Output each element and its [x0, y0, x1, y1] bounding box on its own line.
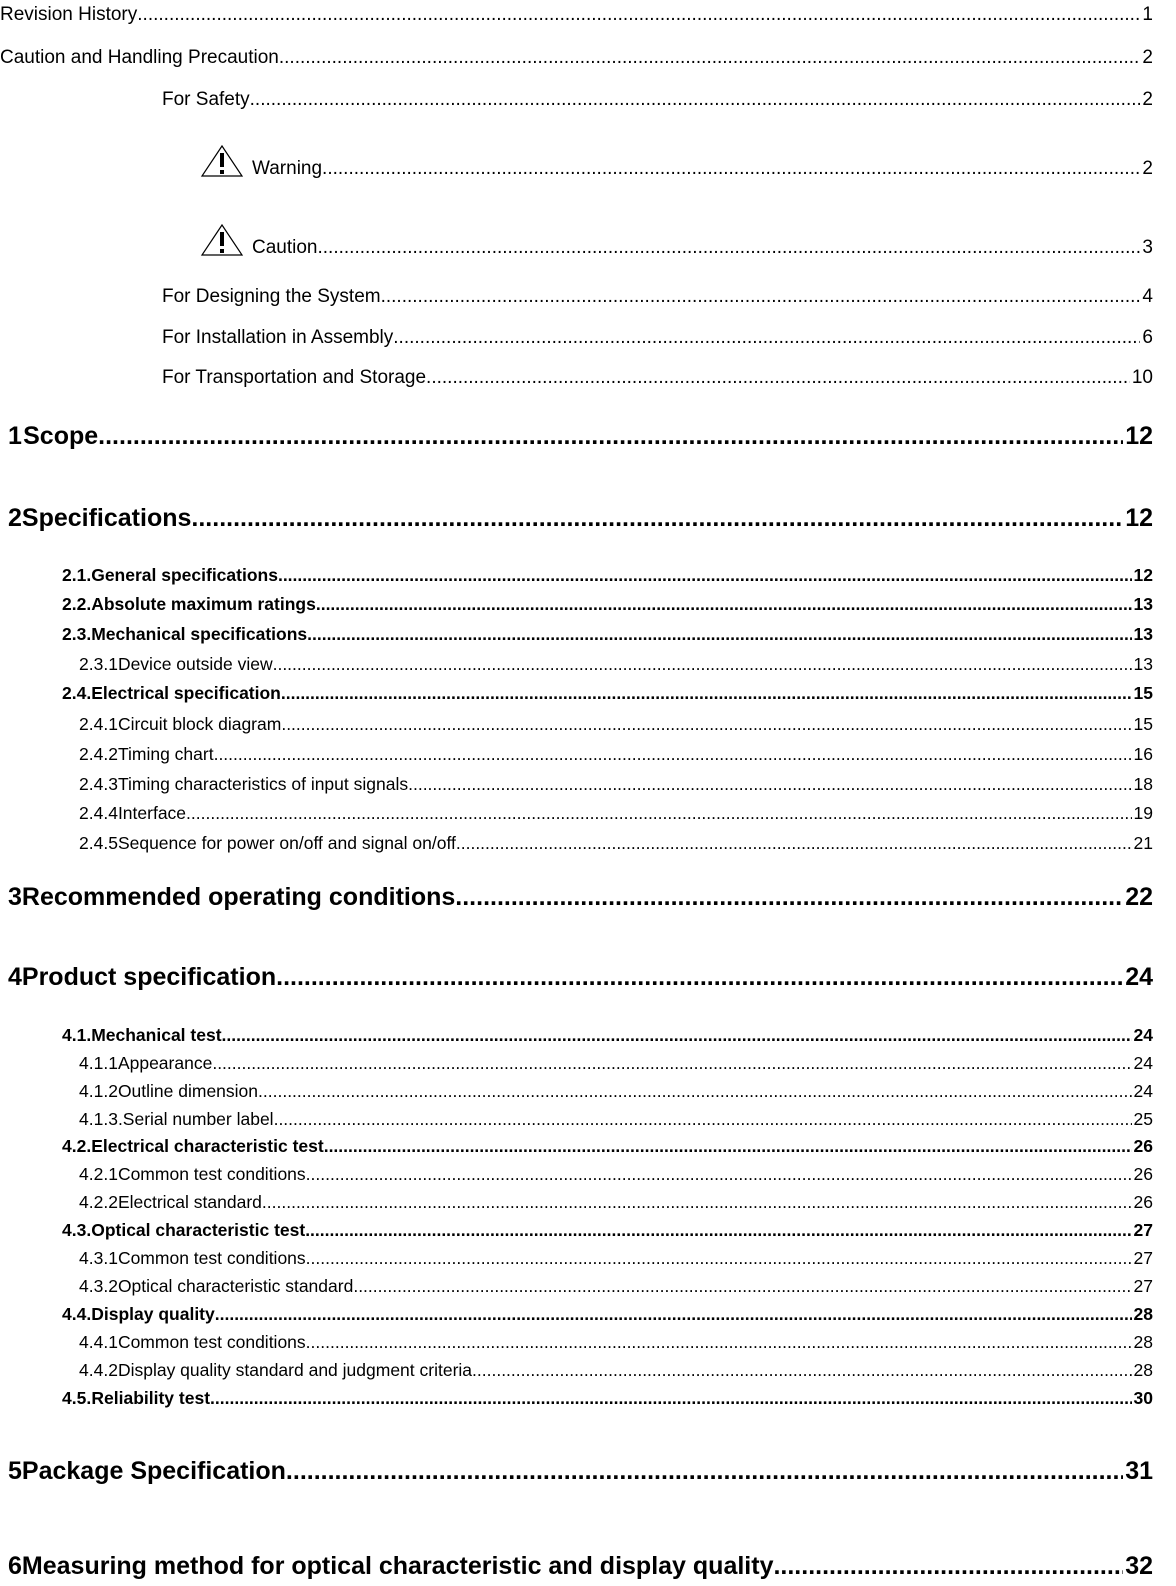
toc-entry-title: Caution and Handling Precaution [0, 47, 279, 68]
toc-entry-page: 12 [1125, 422, 1153, 450]
toc-entry-title: For Safety [162, 89, 250, 110]
toc-section[interactable] [62, 565, 1153, 586]
toc-section[interactable] [62, 683, 1153, 704]
toc-entry-title: Appearance [117, 1053, 213, 1073]
dot-leader [472, 1360, 1132, 1381]
dot-leader [214, 744, 1132, 765]
dot-leader [250, 89, 1141, 111]
toc-entry-title: Optical characteristic standard [117, 1276, 354, 1296]
toc-subsection[interactable] [79, 1248, 1153, 1269]
toc-entry-number: 2.1. [62, 565, 92, 585]
toc-entry-title: Outline dimension [117, 1081, 259, 1101]
dot-leader [286, 1457, 1123, 1486]
toc-section[interactable] [62, 1220, 1153, 1241]
toc-entry-number: 1 [8, 422, 22, 450]
toc-entry-page: 31 [1125, 1457, 1153, 1485]
toc-entry-page: 28 [1133, 1304, 1153, 1324]
dot-leader [273, 654, 1132, 675]
toc-entry-page: 15 [1133, 683, 1153, 703]
toc-entry[interactable] [200, 140, 1153, 180]
toc-entry-title: For Installation in Assembly [162, 327, 394, 348]
dot-leader [353, 1276, 1131, 1297]
dot-leader [773, 1552, 1123, 1581]
toc-entry-number: 4.3.1 [79, 1248, 118, 1268]
toc-entry-number: 2.4.1 [79, 714, 118, 734]
toc-entry-page: 3 [1142, 237, 1153, 258]
dot-leader [316, 594, 1132, 615]
toc-entry-number: 2.4. [62, 683, 92, 703]
toc-entry-page: 6 [1142, 327, 1153, 348]
toc-entry-number: 5 [8, 1457, 22, 1485]
dot-leader [306, 1164, 1132, 1185]
dot-leader [212, 1053, 1131, 1074]
toc-entry-title: Warning [252, 158, 323, 179]
toc-chapter[interactable] [8, 504, 1153, 533]
toc-entry-number: 6 [8, 1552, 22, 1580]
dot-leader [307, 624, 1131, 645]
toc-subsection[interactable] [79, 714, 1153, 735]
toc-entry-page: 25 [1133, 1109, 1153, 1129]
toc-entry-number: 2.4.4 [79, 803, 118, 823]
toc-entry-page: 10 [1131, 367, 1153, 388]
dot-leader [318, 237, 1141, 259]
toc-section[interactable] [62, 1136, 1153, 1157]
toc-entry-page: 16 [1133, 744, 1153, 764]
toc-chapter[interactable] [8, 1552, 1153, 1581]
toc-entry-title: Interface [117, 803, 187, 823]
dot-leader [258, 1081, 1132, 1102]
toc-entry-page: 2 [1142, 47, 1153, 68]
toc-entry-page: 12 [1125, 504, 1153, 532]
toc-entry-number: 4.3.2 [79, 1276, 118, 1296]
toc-entry-number: 4.2.1 [79, 1164, 118, 1184]
toc-subsection[interactable] [79, 1081, 1153, 1102]
toc-entry-title: Mechanical test [91, 1025, 222, 1045]
toc-entry-page: 30 [1133, 1388, 1153, 1408]
toc-entry-title: Device outside view [117, 654, 273, 674]
dot-leader [191, 504, 1123, 533]
toc-entry-title: Display quality standard and judgment criteria [117, 1360, 473, 1380]
toc-entry-title: Sequence for power on/off and signal on/off [117, 833, 456, 853]
dot-leader [262, 1192, 1132, 1213]
toc-entry-number: 2.4.2 [79, 744, 118, 764]
toc-subsection[interactable] [79, 1164, 1153, 1185]
toc-subsection[interactable] [79, 1109, 1153, 1130]
dot-leader [456, 833, 1132, 854]
dot-leader [408, 774, 1131, 795]
dot-leader [455, 883, 1123, 912]
toc-entry-page: 15 [1133, 714, 1153, 734]
toc-entry-title: Recommended operating conditions [21, 883, 456, 911]
toc-entry-title: For Designing the System [162, 286, 381, 307]
dot-leader [322, 158, 1140, 180]
toc-entry-number: 4.4.1 [79, 1332, 118, 1352]
toc-entry-number: 2 [8, 504, 22, 532]
toc-entry-title: Specifications [21, 504, 192, 532]
toc-section[interactable] [62, 594, 1153, 615]
dot-leader [279, 47, 1141, 69]
toc-entry-number: 4.5. [62, 1388, 92, 1408]
toc-entry-number: 2.3. [62, 624, 92, 644]
dot-leader [98, 422, 1123, 451]
toc-subsection[interactable] [79, 1360, 1153, 1381]
toc-entry-title: Display quality [91, 1304, 215, 1324]
toc-entry-title: Electrical characteristic test [91, 1136, 324, 1156]
dot-leader [381, 286, 1141, 308]
toc-entry-page: 2 [1142, 89, 1153, 110]
toc-entry-page: 19 [1133, 803, 1153, 823]
dot-leader [281, 683, 1132, 704]
toc-subsection[interactable] [79, 803, 1153, 824]
toc-entry-page: 26 [1133, 1192, 1153, 1212]
warning-triangle-icon [200, 223, 244, 257]
toc-entry-title: Optical characteristic test [91, 1220, 306, 1240]
toc-entry-title: Electrical standard [117, 1192, 262, 1212]
toc-subsection[interactable] [79, 1276, 1153, 1297]
toc-entry-page: 12 [1133, 565, 1153, 585]
toc-entry-number: 4.1.1 [79, 1053, 118, 1073]
warning-triangle-icon [200, 144, 244, 178]
toc-entry-title: Reliability test [91, 1388, 211, 1408]
toc-entry-number: 3 [8, 883, 22, 911]
toc-entry-page: 1 [1142, 4, 1153, 25]
toc-subsection[interactable] [79, 654, 1153, 675]
toc-entry-title: Timing characteristics of input signals [117, 774, 409, 794]
toc-section[interactable] [62, 1025, 1153, 1046]
dot-leader [281, 714, 1131, 735]
toc-entry-page: 24 [1133, 1081, 1153, 1101]
toc-entry-title: Scope [23, 422, 99, 450]
toc-chapter[interactable] [8, 1457, 1153, 1486]
toc-entry-number: 4.1.3 [79, 1109, 118, 1129]
toc-entry-page: 27 [1133, 1276, 1153, 1296]
toc-entry-page: 13 [1133, 654, 1153, 674]
toc-entry-title: Timing chart [117, 744, 214, 764]
toc-entry-title: Common test conditions [117, 1248, 306, 1268]
toc-entry-page: 27 [1133, 1220, 1153, 1240]
toc-entry-title: Circuit block diagram [117, 714, 282, 734]
toc-entry-page: 26 [1133, 1136, 1153, 1156]
toc-entry[interactable] [162, 367, 1153, 389]
toc-entry-page: 21 [1133, 833, 1153, 853]
toc-entry-title: Package Specification [21, 1457, 286, 1485]
toc-subsection[interactable] [79, 833, 1153, 854]
toc-entry-page: 24 [1125, 963, 1153, 991]
toc-entry[interactable] [0, 47, 1153, 69]
dot-leader [210, 1388, 1132, 1409]
toc-section[interactable] [62, 624, 1153, 645]
toc-entry-page: 28 [1133, 1360, 1153, 1380]
toc-entry[interactable] [162, 89, 1153, 111]
toc-entry-number: 4.1. [62, 1025, 92, 1045]
dot-leader [278, 565, 1132, 586]
toc-entry-number: 4.1.2 [79, 1081, 118, 1101]
toc-entry-page: 24 [1133, 1053, 1153, 1073]
toc-section[interactable] [62, 1304, 1153, 1325]
toc-entry-number: 4.2.2 [79, 1192, 118, 1212]
dot-leader [324, 1136, 1132, 1157]
dot-leader [393, 327, 1140, 349]
toc-entry-title: .Serial number label [117, 1109, 274, 1129]
toc-subsection[interactable] [79, 744, 1153, 765]
toc-entry-title: Product specification [21, 963, 277, 991]
dot-leader [274, 1109, 1132, 1130]
toc-subsection[interactable] [79, 774, 1153, 795]
toc-entry-page: 22 [1125, 883, 1153, 911]
toc-entry-number: 4.4. [62, 1304, 92, 1324]
toc-entry-title: General specifications [91, 565, 278, 585]
toc-entry[interactable] [0, 4, 1153, 26]
toc-entry-number: 4 [8, 963, 22, 991]
toc-entry-number: 2.4.5 [79, 833, 118, 853]
dot-leader [186, 803, 1131, 824]
toc-entry-page: 4 [1142, 286, 1153, 307]
toc-entry-title: Common test conditions [117, 1332, 306, 1352]
toc-section[interactable] [62, 1388, 1153, 1409]
toc-entry-title: Revision History [0, 4, 138, 25]
toc-entry-title: Measuring method for optical characteristic and display quality [21, 1552, 774, 1580]
dot-leader [276, 963, 1123, 992]
dot-leader [305, 1220, 1131, 1241]
toc-entry-title: Caution [252, 237, 318, 258]
toc-entry-page: 13 [1133, 594, 1153, 614]
toc-subsection[interactable] [79, 1332, 1153, 1353]
dot-leader [426, 367, 1130, 389]
toc-entry-number: 2.2. [62, 594, 92, 614]
toc-entry-number: 4.3. [62, 1220, 92, 1240]
toc-subsection[interactable] [79, 1053, 1153, 1074]
toc-entry-number: 2.3.1 [79, 654, 118, 674]
dot-leader [306, 1248, 1132, 1269]
toc-entry-page: 32 [1125, 1552, 1153, 1580]
toc-subsection[interactable] [79, 1192, 1153, 1213]
toc-entry-page: 18 [1133, 774, 1153, 794]
toc-entry[interactable] [162, 286, 1153, 308]
toc-entry-page: 2 [1142, 158, 1153, 179]
toc-entry-title: For Transportation and Storage [162, 367, 427, 388]
toc-chapter[interactable] [8, 963, 1153, 992]
toc-chapter[interactable] [8, 422, 1153, 451]
toc-entry-number: 4.2. [62, 1136, 92, 1156]
toc-entry-page: 13 [1133, 624, 1153, 644]
toc-entry-page: 28 [1133, 1332, 1153, 1352]
dot-leader [137, 4, 1140, 26]
dot-leader [306, 1332, 1132, 1353]
toc-entry[interactable] [200, 219, 1153, 259]
toc-chapter[interactable] [8, 883, 1153, 912]
toc-entry-page: 26 [1133, 1164, 1153, 1184]
dot-leader [215, 1304, 1132, 1325]
toc-entry-title: Electrical specification [91, 683, 281, 703]
toc-entry-title: Absolute maximum ratings [91, 594, 316, 614]
toc-entry-title: Mechanical specifications [91, 624, 308, 644]
toc-entry[interactable] [162, 327, 1153, 349]
toc-entry-page: 24 [1133, 1025, 1153, 1045]
dot-leader [222, 1025, 1132, 1046]
toc-entry-page: 27 [1133, 1248, 1153, 1268]
toc-entry-title: Common test conditions [117, 1164, 306, 1184]
toc-entry-number: 2.4.3 [79, 774, 118, 794]
toc-entry-number: 4.4.2 [79, 1360, 118, 1380]
